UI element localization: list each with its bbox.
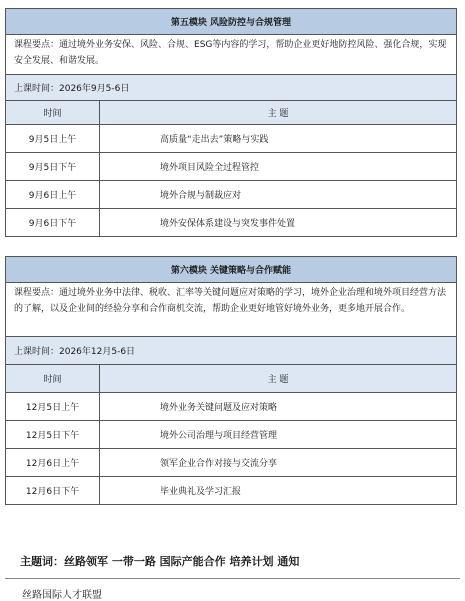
session-topic: 境外合规与制裁应对 bbox=[100, 181, 457, 209]
module-title: 第六模块 关键策略与合作赋能 bbox=[6, 257, 457, 283]
class-time: 上课时间：2026年9月5-6日 bbox=[6, 75, 457, 101]
session-topic: 境外安保体系建设与突发事件处置 bbox=[100, 209, 457, 237]
module-6-table bbox=[5, 256, 457, 505]
column-header-topic: 主 题 bbox=[100, 365, 457, 393]
session-topic: 毕业典礼及学习汇报 bbox=[100, 477, 457, 505]
module-description: 课程要点：通过境外业务安保、风险、合规、ESG等内容的学习，帮助企业更好地防控风险、强化合规，实现安全发展、和谐发展。 bbox=[6, 35, 457, 75]
session-time: 12月5日上午 bbox=[6, 393, 100, 421]
session-topic: 领军企业合作对接与交流分享 bbox=[100, 449, 457, 477]
organization-name: 丝路国际人才联盟 bbox=[22, 590, 102, 601]
class-time: 上课时间：2026年12月5-6日 bbox=[6, 337, 457, 365]
column-header-topic: 主 题 bbox=[100, 101, 457, 125]
session-topic: 境外公司治理与项目经营管理 bbox=[100, 421, 457, 449]
session-time: 12月5日下午 bbox=[6, 421, 100, 449]
module-description: 课程要点：通过境外业务中法律、税收、汇率等关键问题应对策略的学习，境外企业治理和境外项目经营方法的了解，以及企业间的经验分享和合作商机交流，帮助企业更好地管好境外业务，更多地开展合作。 bbox=[6, 283, 457, 337]
session-time: 9月6日下午 bbox=[6, 209, 100, 237]
session-time: 9月5日下午 bbox=[6, 153, 100, 181]
divider bbox=[5, 578, 460, 579]
module-title: 第五模块 风险防控与合规管理 bbox=[6, 9, 457, 35]
subject-keywords: 主题词：丝路领军 一带一路 国际产能合作 培养计划 通知 bbox=[20, 555, 300, 568]
session-time: 12月6日下午 bbox=[6, 477, 100, 505]
module-5-table bbox=[5, 8, 457, 237]
session-topic: 高质量“走出去”策略与实践 bbox=[100, 125, 457, 153]
session-time: 9月6日上午 bbox=[6, 181, 100, 209]
column-header-time: 时间 bbox=[6, 101, 100, 125]
column-header-time: 时间 bbox=[6, 365, 100, 393]
session-time: 12月6日上午 bbox=[6, 449, 100, 477]
session-time: 9月5日上午 bbox=[6, 125, 100, 153]
session-topic: 境外项目风险全过程管控 bbox=[100, 153, 457, 181]
session-topic: 境外业务关键问题及应对策略 bbox=[100, 393, 457, 421]
